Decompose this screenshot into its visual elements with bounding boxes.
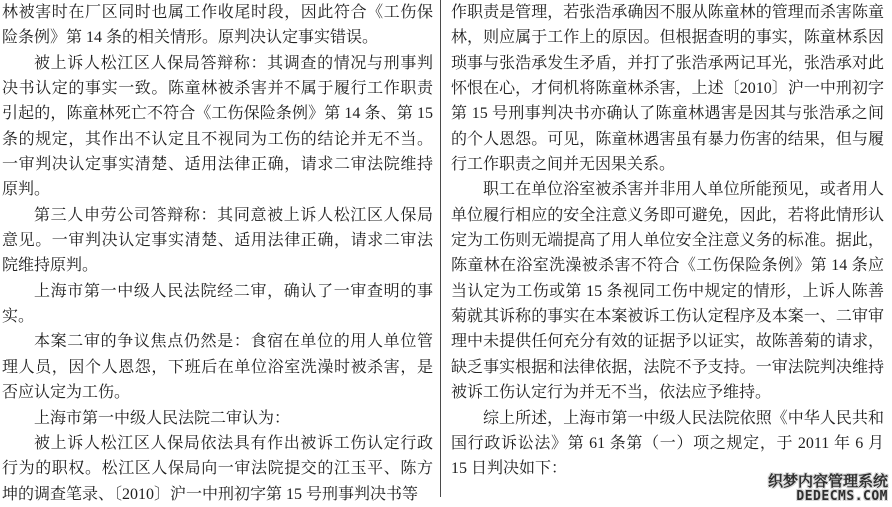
watermark-domain-text: DEDECMS.COM bbox=[796, 489, 888, 505]
watermark bbox=[768, 474, 888, 504]
watermark-chinese-text: 织梦内容管理系统 bbox=[767, 472, 888, 491]
paragraph: 被上诉人松江区人保局依法具有作出被诉工伤认定行政行为的职权。松江区人保局向一审法院提交的江玉平、陈方坤的调查笔录、〔2010〕沪一中刑初字第 15 号刑事判决书等 bbox=[2, 434, 433, 503]
paragraph: 本案二审的争议焦点仍然是：食宿在单位的用人单位管理人员，因个人恩怨，下班后在单位浴室洗澡时被杀害，是否应认定为工伤。 bbox=[2, 333, 433, 402]
column-left bbox=[2, 0, 433, 507]
paragraph: 职工在单位浴室被杀害并非用人单位所能预见，或者用人单位履行相应的安全注意义务即可避免，因此，若将此情形认定为工伤则无端提高了用人单位安全注意义务的标准。据此，陈童林在浴室洗澡被杀害不符合《工伤保险条例》第 14 条应当认定为工伤或第 15 条视同工伤中规定的情形，上诉人陈善菊就其诉称的事实在本案被诉工伤认定程序及本案一、二审审理中未提供任何充分有效的证据予以证实，故陈善菊的请求，缺乏事实根据和法律依据，法院不予支持。一审法院判决维持被诉工伤认定行为并无不当，依法应予维持。 bbox=[451, 181, 884, 402]
column-right bbox=[451, 0, 884, 482]
column-divider bbox=[440, 0, 441, 497]
paragraph: 综上所述，上海市第一中级人民法院依照《中华人民共和国行政诉讼法》第 61 条第（一）项之规定，于 2011 年 6 月 15 日判决如下： bbox=[451, 409, 884, 478]
paragraph: 上海市第一中级人民法院经二审，确认了一审查明的事实。 bbox=[2, 282, 433, 326]
paragraph: 上海市第一中级人民法院二审认为： bbox=[34, 409, 291, 427]
paragraph: 被上诉人松江区人保局答辩称：其调查的情况与刑事判决书认定的事实一致。陈童林被杀害并不属于履行工作职责引起的，陈童林死亡不符合《工伤保险条例》第 14 条、第 15 条的规定，其作出不认定且不视同为工伤的结论并无不当。一审判决认定事实清楚、适用法律正确，请求二审法院维持原判。 bbox=[2, 54, 433, 199]
paragraph: 第三人申劳公司答辩称：其同意被上诉人松江区人保局意见。一审判决认定事实清楚、适用法律正确，请求二审法院维持原判。 bbox=[2, 206, 433, 275]
paragraph: 林被害时在厂区同时也属工作收尾时段，因此符合《工伤保险条例》第 14 条的相关情形。原判决认定事实错误。 bbox=[2, 4, 433, 47]
paragraph: 作职责是管理，若张浩承确因不服从陈童林的管理而杀害陈童林，则应属于工作上的原因。但根据查明的事实，陈童林系因琐事与张浩承发生矛盾，并打了张浩承两记耳光，张浩承对此怀恨在心，才伺机将陈童林杀害，上述〔2010〕沪一中刑初字第 15 号刑事判决书亦确认了陈童林遇害是因其与张浩承之间的个人恩怨。可见，陈童林遇害虽有暴力伤害的结果，但与履行工作职责之间并无因果关系。 bbox=[451, 4, 884, 174]
